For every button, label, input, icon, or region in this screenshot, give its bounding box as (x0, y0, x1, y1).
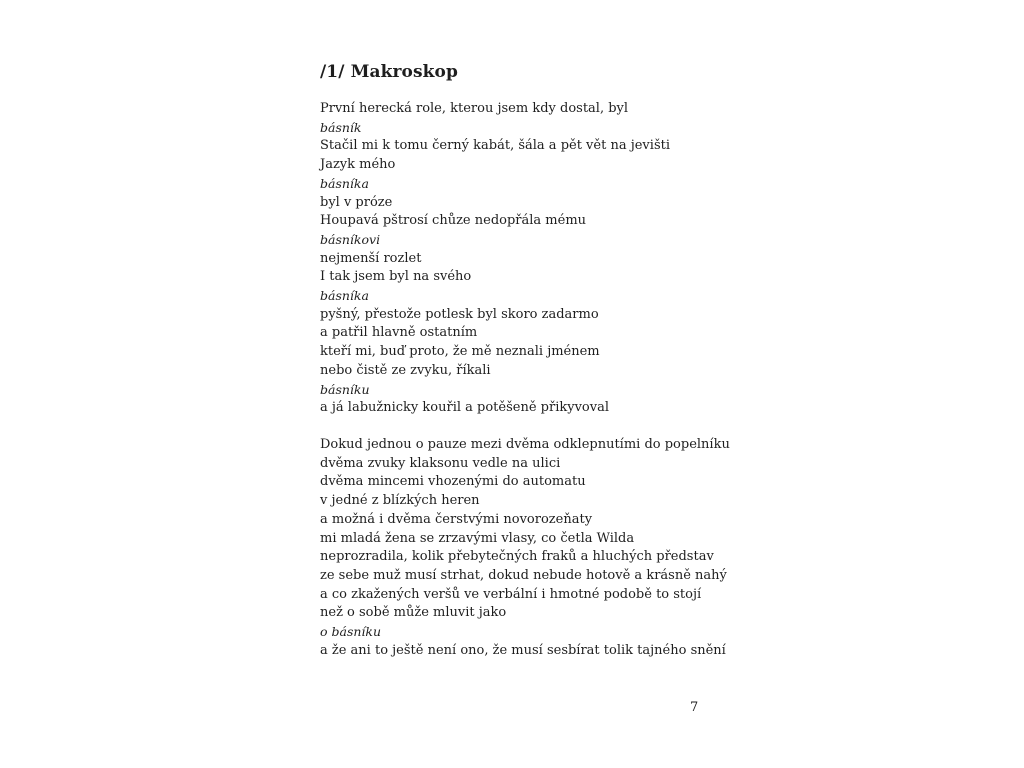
verse-line: ze sebe muž musí strhat, dokud nebude hotově a krásně nahý (320, 567, 727, 583)
verse-line: a já labužnicky kouřil a potěšeně přikyvoval (320, 400, 610, 416)
verse-line: nejmenší rozlet (320, 250, 422, 266)
verse-line: v jedné z blízkých heren (320, 493, 480, 509)
verse-line: kteří mi, buď proto, že mě neznali jménem (320, 344, 600, 360)
verse-line: a že ani to ještě není ono, že musí sesbírat tolik tajného snění (320, 642, 726, 658)
verse-line: nebo čistě ze zvyku, říkali (320, 362, 491, 378)
verse-line-italic: básníku (320, 381, 370, 397)
verse-line-italic: básníka (320, 288, 369, 304)
verse-line: a patřil hlavně ostatním (320, 325, 478, 341)
verse-line: než o sobě může mluvit jako (320, 605, 507, 621)
page-number: 7 (690, 700, 699, 715)
verse-line-italic: básníkovi (320, 231, 381, 247)
verse-line: dvěma zvuky klaksonu vedle na ulici (320, 455, 561, 471)
verse-line-italic: básníka (320, 175, 369, 191)
verse-line: I tak jsem byl na svého (320, 269, 472, 285)
verse-line: Houpavá pštrosí chůze nedopřála mému (320, 213, 587, 229)
verse-line: a co zkažených veršů ve verbální i hmotné podobě to stojí (320, 586, 702, 602)
verse-line-italic: básník (320, 119, 362, 135)
verse-line-italic: o básníku (320, 624, 382, 640)
stanza-2 (320, 436, 730, 660)
verse-line: První herecká role, kterou jsem kdy dostal, byl (320, 101, 629, 116)
verse-line: byl v próze (320, 194, 393, 210)
poem-title: /1/ Makroskop (320, 62, 458, 82)
verse-line: Dokud jednou o pauze mezi dvěma odklepnutími do popelníku (320, 437, 730, 452)
verse-line: mi mladá žena se zrzavými vlasy, co četla Wilda (320, 530, 635, 546)
verse-line: a možná i dvěma čerstvými novorozeňaty (320, 511, 593, 527)
verse-line: neprozradila, kolik přebytečných fraků a hluchých představ (320, 549, 714, 565)
verse-line: pyšný, přestože potlesk byl skoro zadarmo (320, 306, 599, 322)
verse-line: dvěma mincemi vhozenými do automatu (320, 474, 586, 490)
verse-line: Jazyk mého (320, 157, 396, 173)
stanza-1 (320, 100, 670, 418)
verse-line: Stačil mi k tomu černý kabát, šála a pět vět na jevišti (320, 138, 670, 154)
